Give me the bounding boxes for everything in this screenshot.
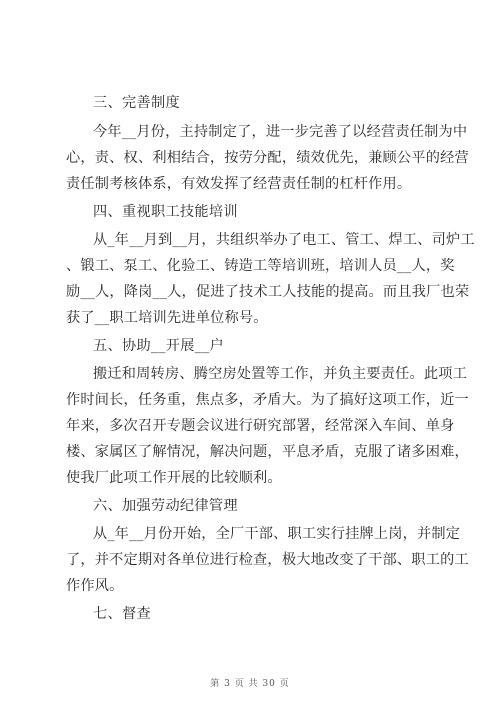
paragraph-line: 心，责、权、利相结合，按劳分配，绩效优先，兼顾公平的经营 — [66, 150, 469, 166]
paragraph-line: 今年__月份，主持制定了，进一步完善了以经营责任制为中 — [93, 124, 468, 140]
paragraph-line: 年来，多次召开专题会议进行研究部署，经常深入车间、单身 — [66, 418, 455, 434]
paragraph-line: 搬迁和周转房、腾空房处置等工作，并负主要责任。此项工 — [93, 366, 468, 382]
paragraph-line: 从_年__月份开始，全厂干部、职工实行挂牌上岗，并制定 — [93, 526, 461, 542]
section-heading-3: 三、完善制度 — [93, 95, 180, 111]
paragraph-line: 了，并不定期对各单位进行检查，极大地改变了干部、职工的工 — [66, 552, 469, 568]
paragraph-line: 楼、家属区了解情况，解决问题，平息矛盾，克服了诸多困难， — [66, 444, 469, 460]
section-heading-6: 六、加强劳动纪律管理 — [93, 498, 238, 514]
paragraph-line: 使我厂此项工作开展的比较顺利。 — [66, 470, 282, 486]
page-number-footer: 第 3 页 共 30 页 — [210, 679, 290, 689]
paragraph-line: 作时间长，任务重，焦点多，矛盾大。为了搞好这项工作，近一 — [66, 392, 469, 408]
section-heading-7: 七、督查 — [93, 606, 151, 622]
paragraph-line: 、锻工、泵工、化验工、铸造工等培训班，培训人员__人，奖 — [66, 258, 455, 274]
paragraph-line: 从_年__月到__月，共组织举办了电工、管工、焊工、司炉工 — [93, 232, 475, 248]
section-heading-4: 四、重视职工技能培训 — [93, 204, 238, 220]
paragraph-line: 励__人，降岗__人，促进了技术工人技能的提高。而且我厂也荣 — [66, 284, 470, 300]
section-heading-5: 五、协助__开展__户 — [93, 338, 224, 354]
paragraph-line: 获了__职工培训先进单位称号。 — [66, 310, 268, 326]
paragraph-line: 责任制考核体系，有效发挥了经营责任制的杠杆作用。 — [66, 176, 412, 192]
paragraph-line: 作作风。 — [66, 578, 124, 594]
